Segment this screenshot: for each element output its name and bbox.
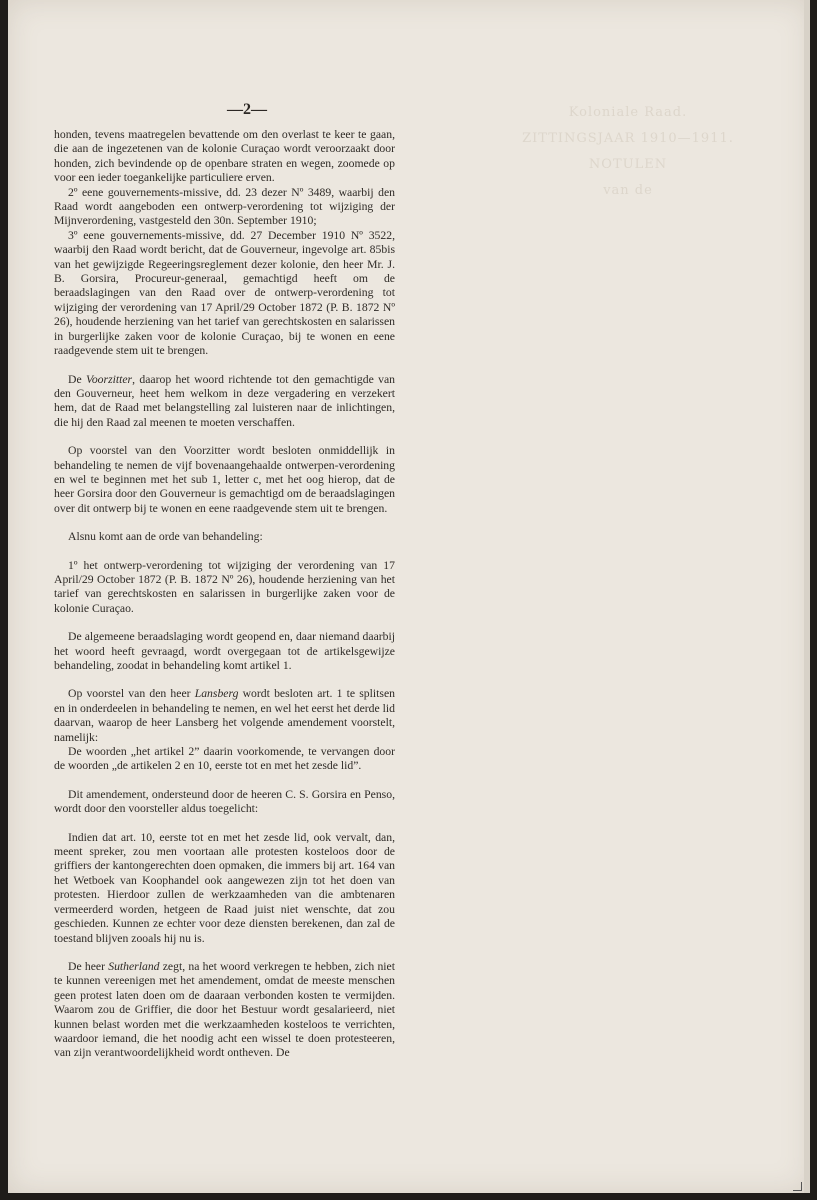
paragraph-text: wordt besloten art. 1 te splitsen en in onderdeelen in behandeling te nemen, en wel het eerst het derde lid daarvan, waarop de heer Lansberg het volgende amendement voorstelt, namelijk:: [54, 687, 395, 744]
paragraph-text: , daarop het woord richtende tot den gemachtigde van den Gouverneur, heet hem welkom in deze vergadering en verzekert hem, dat de Raad met belangstelling zal luisteren naar de inlichtingen, die hij den Raad zal meenen te moeten verschaffen.: [54, 372, 395, 429]
ghost-line: NOTULEN: [588, 157, 668, 172]
paragraph-text: De algemeene beraadslaging wordt geopend en, daar niemand daarbij het woord heeft gevraagd, wordt overgegaan tot de artikelsgewijze behandeling, zoodat in behandeling komt artikel 1.: [54, 630, 395, 672]
paragraph-text: honden, tevens maatregelen bevattende om den overlast te keer te gaan, die aan de ingezetenen van de kolonie Curaçao wordt veroorzaakt door honden, zich bevindende op de openbare straten en wegen, zoomede op voor een ieder toegankelijke particuliere erven.: [54, 128, 395, 185]
paragraph-text: 2º eene gouvernements-missive, dd. 23 dezer Nº 3489, waarbij den Raad wordt aangeboden een ontwerp-verordening tot wijziging der Mijnverordening, vastgesteld den 30n. September 1910;: [54, 185, 395, 228]
paragraph-text: Indien dat art. 10, eerste tot en met het zesde lid, ook vervalt, dan, meent spreker, zou men voortaan alle protesten kosteloos door de griffiers der kantongerechten doen opmaken, die immers bij art. 164 van het Wetboek van Koophandel ook aangewezen zijn tot het doen van protesten. Hierdoor zullen de werkzaamheden van die ambtenaren vermeerderd worden, hetgeen de Raad juist niet wenschte, dat zou geschieden. Kunnen ze echter voor deze diensten berekenen, dan zal de toestand blijven zooals hij nu is.: [54, 830, 395, 945]
paragraph: [54, 630, 395, 673]
ghost-line: van de: [603, 183, 653, 198]
page-number: —2—: [227, 101, 267, 118]
paragraph-lead: De: [68, 372, 86, 386]
speaker-name: Lansberg: [194, 687, 239, 701]
paragraph-text: Op voorstel van den Voorzitter wordt besloten onmiddellijk in behandeling te nemen de vijf bovenaangehaalde ontwerpen-verordening en wel te beginnen met het sub 1, letter c, met het oog hierop, dat de heer Gorsira door den Gouverneur is gemachtigd om de beraadslagingen over dit ontwerp bij te wonen en eene raadgevende stem uit te brengen.: [54, 444, 395, 515]
ghost-line: ZITTINGSJAAR 1910—1911.: [522, 131, 734, 146]
paragraph: [54, 559, 395, 617]
paragraph: [54, 687, 395, 745]
bleed-through-text: [478, 100, 778, 204]
paragraph-text: Dit amendement, ondersteund door de heeren C. S. Gorsira en Penso, wordt door den voorsteller aldus toegelicht:: [54, 787, 395, 816]
paragraph: [54, 229, 395, 359]
speaker-name: Voorzitter: [85, 372, 133, 386]
paragraph: [54, 530, 395, 544]
text-column: [54, 128, 395, 1061]
corner-mark: [793, 1182, 802, 1191]
paragraph-text: Alsnu komt aan de orde van behandeling:: [68, 530, 263, 544]
ghost-line: Koloniale Raad.: [568, 105, 688, 120]
paragraph-lead: Op voorstel van den heer: [68, 687, 195, 701]
paragraph-text: De woorden „het artikel 2” daarin voorkomende, te vervangen door de woorden „de artikelen 2 en 10, eerste tot en met het zesde lid”.: [54, 745, 395, 773]
paragraph: [54, 745, 395, 774]
paragraph-text: 1º het ontwerp-verordening tot wijziging der verordening van 17 April/29 October 1872 (P. B. 1872 Nº 26), houdende herziening van het tarief van gerechtskosten en salarissen in burgerlijke zaken voor de kolonie Curaçao.: [54, 558, 395, 615]
document-page: [8, 0, 810, 1193]
paragraph: [54, 373, 395, 431]
paragraph-text: 3º eene gouvernements-missive, dd. 27 December 1910 Nº 3522, waarbij den Raad wordt bericht, dat de Gouverneur, ingevolge art. 85bis van het gewijzigde Regeeringsreglement dezer kolonie, den heer Mr. J. B. Gorsira, Procureur-generaal, gemachtigd heeft om de beraadslagingen van den Raad over de ontwerp-verordening tot wijziging der verordening van 17 April/29 October 1872 (P. B. 1872 Nº 26), houdende herziening van het tarief van gerechtskosten en salarissen in burgerlijke zaken voor de kolonie Curaçao, bij te wonen en eene raadgevende stem uit te brengen.: [54, 228, 395, 358]
paragraph: [54, 128, 395, 186]
paragraph: [54, 831, 395, 946]
page-edge: [804, 0, 810, 1193]
paragraph: [54, 444, 395, 516]
paragraph: [54, 788, 395, 817]
speaker-name: Sutherland: [108, 959, 160, 973]
paragraph: [54, 960, 395, 1061]
paragraph: [54, 186, 395, 229]
paragraph-lead: De heer: [68, 959, 109, 973]
paragraph-text: zegt, na het woord verkregen te hebben, zich niet te kunnen vereenigen met het amendement, omdat de meeste menschen geen protest laten doen om de daaraan verbonden kosten te vermijden. Waarom zou de Griffier, die door het Bestuur wordt gesalarieerd, niet kunnen belast worden met die werkzaamheden kosteloos te verrichten, waardoor iemand, die het noodig acht een wissel te doen protesteeren, van zijn verantwoordelijkheid wordt ontheven. De: [54, 959, 395, 1060]
